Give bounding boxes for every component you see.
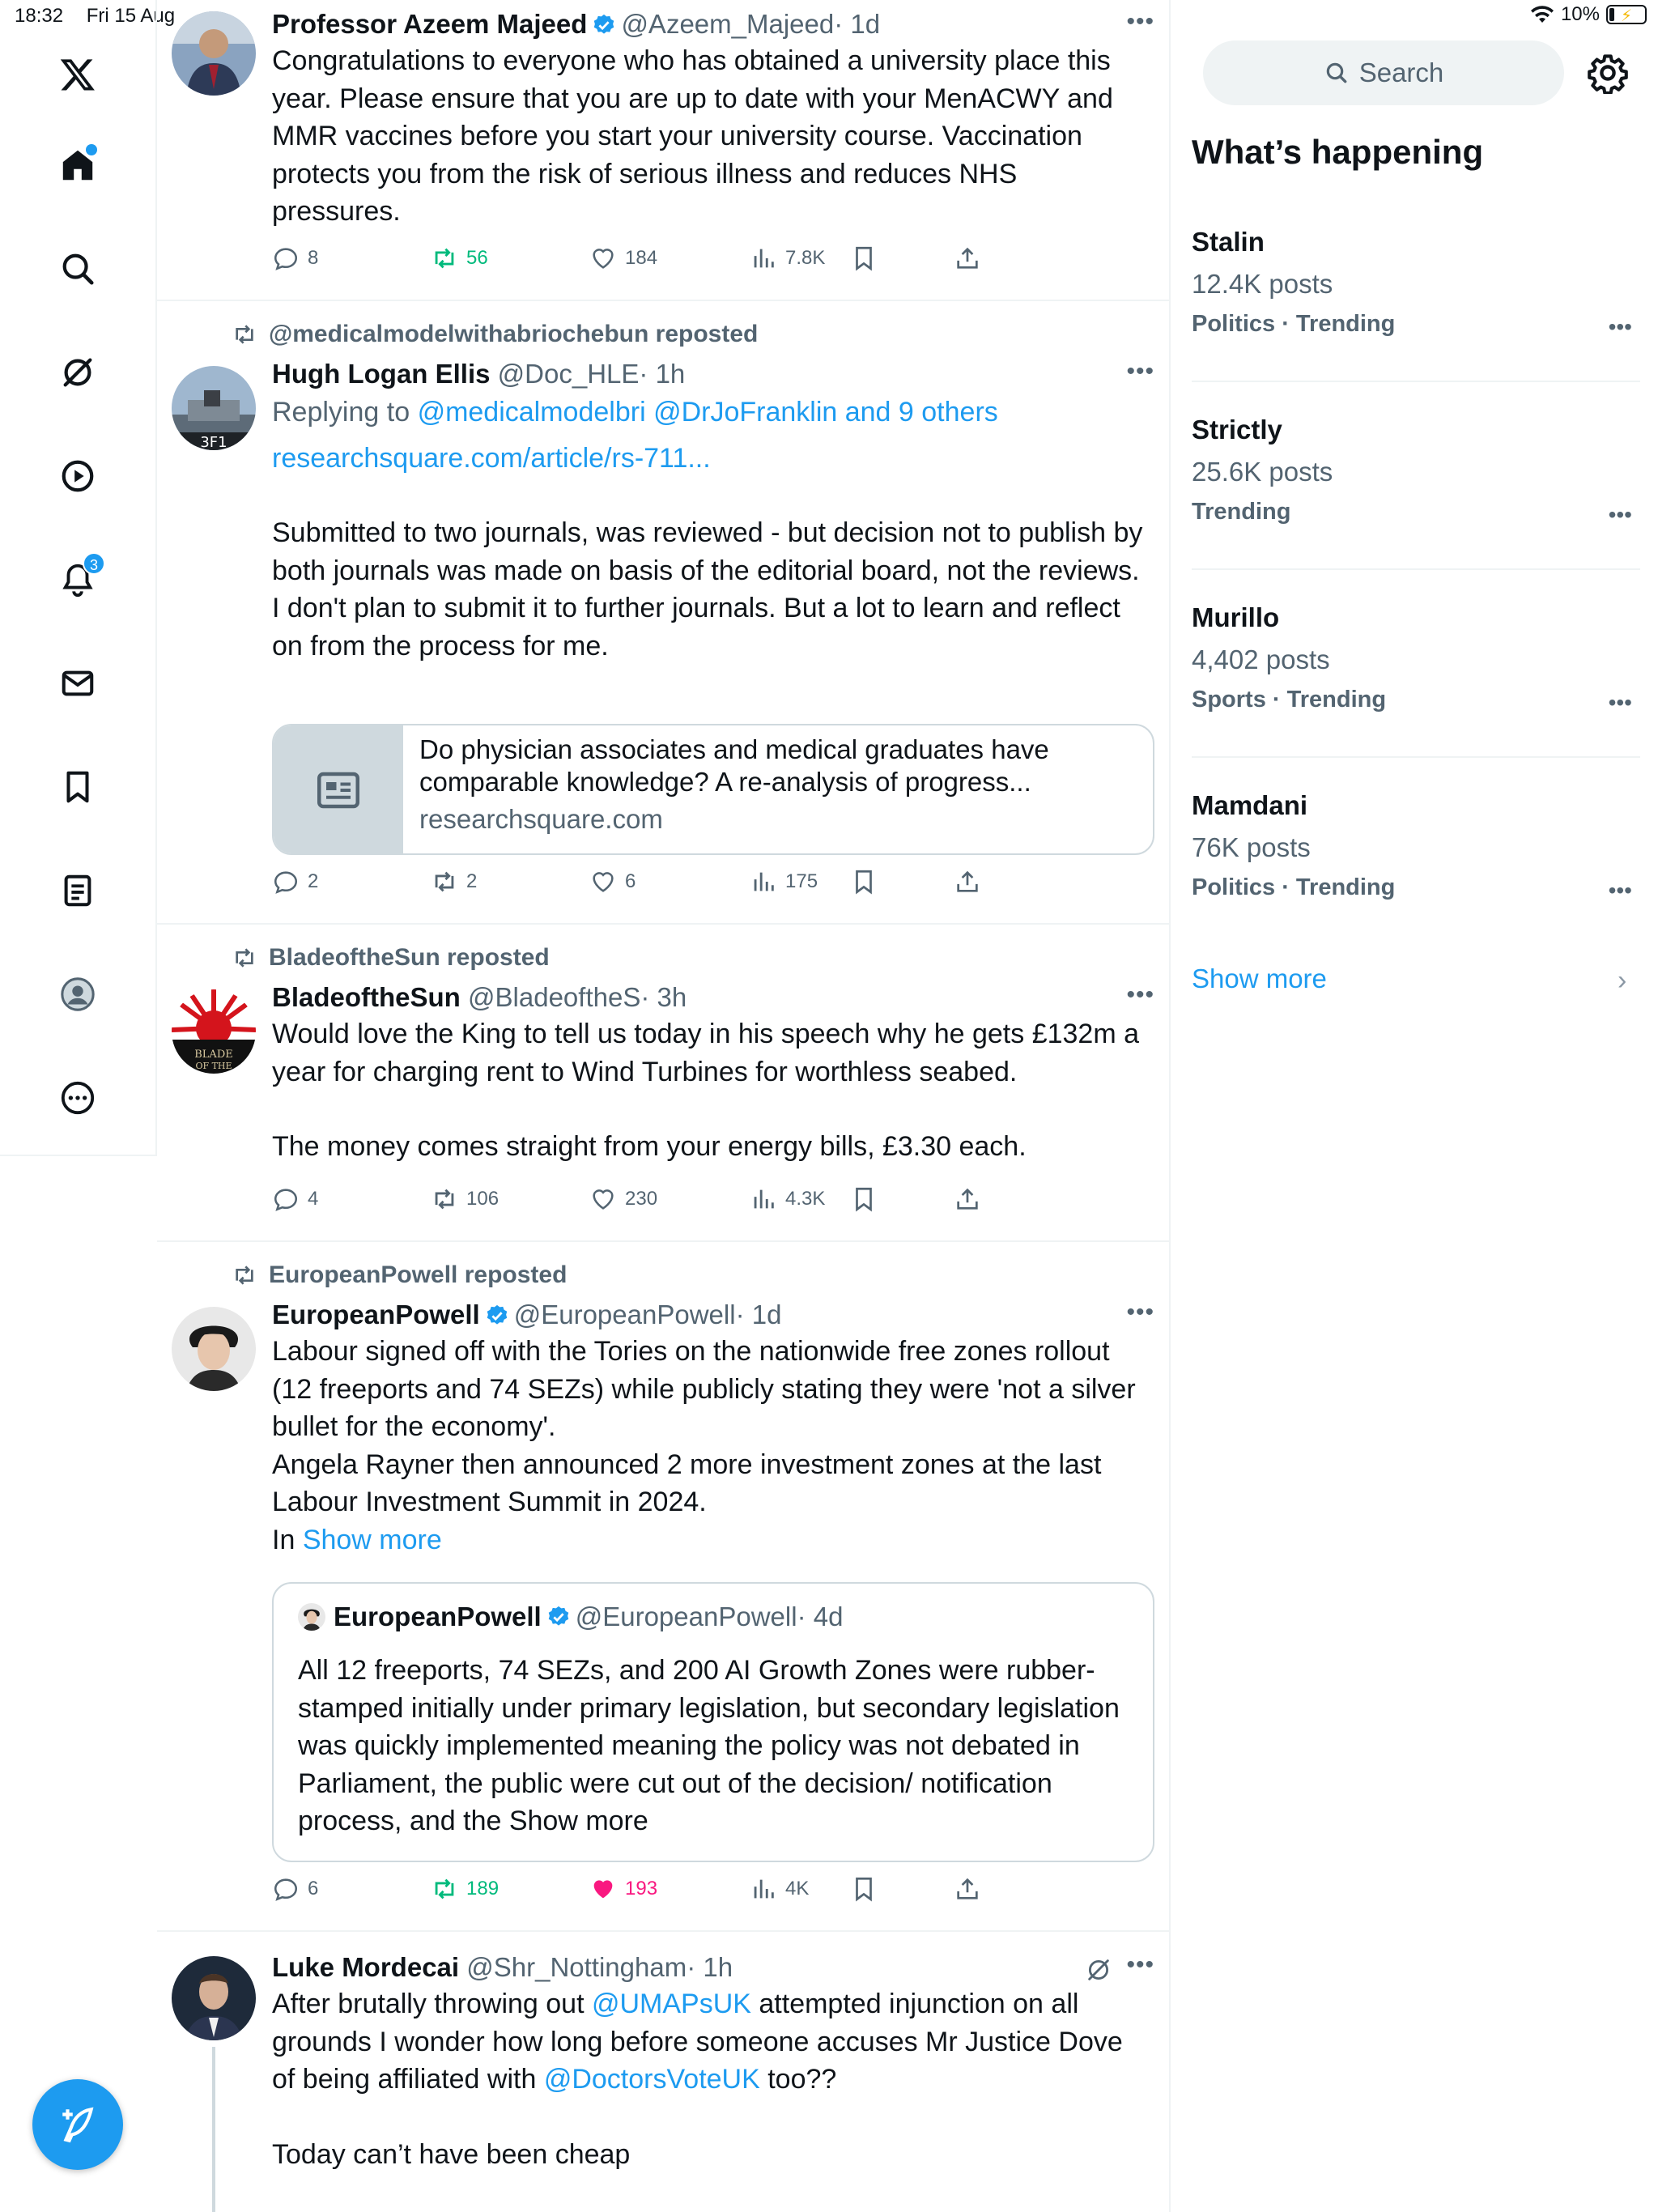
views-chart-icon (750, 1185, 777, 1213)
views-chart-icon (750, 1875, 777, 1903)
heart-filled-icon (589, 1875, 617, 1903)
trend-name: Stalin (1192, 227, 1265, 257)
share-icon (954, 1185, 981, 1213)
replying-to-mentions[interactable]: @medicalmodelbri @DrJoFranklin and 9 others (417, 397, 998, 428)
repost-button[interactable]: 189 (431, 1875, 499, 1903)
trend-count: 25.6K posts (1192, 457, 1333, 487)
reply-icon (272, 1875, 300, 1903)
svg-text:OF THE: OF THE (195, 1061, 232, 1071)
article-icon (314, 766, 363, 815)
tweet-bladeofthesun[interactable] (157, 925, 1169, 1242)
author-name[interactable]: Professor Azeem Majeed (272, 9, 588, 39)
tweet-text-line-2: Angela Rayner then announced 2 more investment zones at the last Labour Investment Summit in 2024. (272, 1448, 1102, 1517)
repost-indicator (232, 1261, 567, 1289)
bookmark-icon (850, 245, 878, 272)
bookmark-button[interactable] (850, 245, 878, 272)
trend-item[interactable] (1192, 227, 1640, 338)
status-date: Fri 15 Aug (86, 5, 176, 27)
share-button[interactable] (954, 245, 981, 272)
tweet-text: Congratulations to everyone who has obtained a university place this year. Please ensure that you are up to date with your MenACWY and MMR vaccines before you start your university course. Vaccination protects you from the risk of serious illness and reduces NHS pressures. (272, 45, 1113, 227)
trend-item[interactable] (1192, 415, 1640, 525)
quote-avatar (298, 1603, 325, 1631)
post-time: · 1h (687, 1952, 733, 1982)
verified-badge-icon (592, 13, 616, 37)
reply-icon (272, 868, 300, 895)
thread-connector (212, 2047, 215, 2212)
bookmark-button[interactable] (850, 868, 878, 895)
reply-button[interactable]: 4 (272, 1185, 318, 1213)
mention-doctorsvoteuk[interactable]: @DoctorsVoteUK (543, 2064, 760, 2095)
search-icon (1324, 60, 1350, 86)
author-handle[interactable]: @Shr_Nottingham (466, 1952, 687, 1982)
divider (1192, 381, 1640, 382)
post-time: · 1h (639, 359, 686, 389)
repost-icon (431, 868, 458, 895)
trend-name: Strictly (1192, 415, 1282, 445)
timeline (157, 0, 1171, 2212)
replying-to: Replying to @medicalmodelbri @DrJoFranklin and 9 others (272, 397, 998, 428)
tweet-actions (272, 1185, 1082, 1221)
left-nav (0, 0, 157, 1156)
notifications-badge: 3 (83, 552, 105, 575)
messages-envelope-icon[interactable] (53, 659, 102, 708)
tweet-azeem-majeed[interactable] (157, 0, 1169, 301)
verified-badge-icon (485, 1304, 509, 1328)
quoted-tweet[interactable] (272, 1582, 1154, 1862)
more-options-icon[interactable] (53, 1074, 102, 1122)
divider (1192, 756, 1640, 758)
tweet-text-line-2: The money comes straight from your energy bills, £3.30 each. (272, 1131, 1027, 1162)
svg-text:BLADE: BLADE (194, 1049, 233, 1061)
tweet-text-last: Today can’t have been cheap (272, 2138, 631, 2170)
trend-more-icon[interactable]: ••• (1608, 878, 1632, 903)
tweet-actions (272, 245, 1082, 280)
tweet-text: After brutally throwing out @UMAPsUK attempted injunction on all grounds I wonder how long before someone accuses Mr Justice Dove of being affiliated with @DoctorsVoteUK too?? (272, 1989, 1123, 2095)
more-menu-icon[interactable]: ••• (1126, 358, 1154, 385)
repost-indicator (232, 321, 758, 348)
compose-post-button[interactable] (32, 2079, 123, 2170)
views-button[interactable]: 4K (750, 1875, 809, 1903)
heart-icon (589, 868, 617, 895)
more-menu-icon[interactable]: ••• (1126, 1951, 1154, 1978)
battery-percent: 10% (1560, 3, 1600, 25)
avatar[interactable] (172, 989, 256, 1074)
reposted-by[interactable]: @medicalmodelwithabriochebun reposted (269, 321, 759, 347)
trend-more-icon[interactable]: ••• (1608, 690, 1632, 715)
home-badge-dot (86, 144, 97, 155)
feather-plus-icon (57, 2104, 98, 2145)
show-more-link[interactable]: Show more (302, 1524, 442, 1555)
repost-indicator (232, 944, 550, 972)
quote-author-name: EuropeanPowell (334, 1602, 542, 1631)
tweet-actions (272, 1875, 1082, 1911)
card-title: Do physician associates and medical graduates have comparable knowledge? A re-analysis of progress... (419, 734, 1049, 797)
share-button[interactable] (954, 1185, 981, 1213)
bookmark-button[interactable] (850, 1875, 878, 1903)
tweet-text-tail: In Show more (272, 1524, 442, 1555)
tweet-europeanpowell[interactable] (157, 1242, 1169, 1932)
link-card[interactable] (272, 724, 1154, 855)
video-icon[interactable] (53, 452, 102, 500)
reposted-by[interactable]: EuropeanPowell reposted (269, 1261, 568, 1288)
trend-count: 12.4K posts (1192, 269, 1333, 299)
repost-button[interactable]: 106 (431, 1185, 499, 1213)
quote-author-handle: @EuropeanPowell (575, 1602, 797, 1631)
trend-item[interactable] (1192, 602, 1640, 713)
trend-meta: Trending (1192, 499, 1291, 525)
tweet-text-line-1: Labour signed off with the Tories on the nationwide free zones rollout (12 freeports and 74 SEZs) while publicly stating they were 'not a silver bullet for the economy'. (272, 1336, 1136, 1442)
post-time: · 1d (834, 9, 881, 39)
like-button[interactable]: 184 (589, 245, 657, 272)
reply-icon (272, 1185, 300, 1213)
reply-button[interactable]: 2 (272, 868, 318, 895)
like-button[interactable]: 230 (589, 1185, 657, 1213)
svg-text:3F1: 3F1 (200, 434, 227, 450)
avatar[interactable] (172, 1956, 256, 2040)
x-logo-icon[interactable] (53, 50, 102, 99)
heart-icon (589, 1185, 617, 1213)
trend-more-icon[interactable]: ••• (1608, 314, 1632, 339)
repost-button[interactable]: 56 (431, 245, 488, 272)
share-button[interactable] (954, 1875, 981, 1903)
tweet-text-line-2: I don't plan to submit it to further journals. But a lot to learn and reflect on from the process for me. (272, 593, 1120, 661)
tweet-actions (272, 868, 1082, 904)
share-button[interactable] (954, 868, 981, 895)
profile-avatar-icon[interactable] (53, 970, 102, 1019)
trend-meta: Politics · Trending (1192, 874, 1396, 900)
more-menu-icon[interactable]: ••• (1126, 8, 1154, 35)
wifi-icon (1530, 5, 1554, 24)
author-name[interactable]: Luke Mordecai (272, 1952, 460, 1982)
repost-button[interactable]: 2 (431, 868, 477, 895)
share-icon (954, 245, 981, 272)
trend-name: Mamdani (1192, 790, 1308, 820)
reply-button[interactable]: 6 (272, 1875, 318, 1903)
trend-more-icon[interactable]: ••• (1608, 502, 1632, 527)
more-menu-icon[interactable]: ••• (1126, 1299, 1154, 1325)
avatar[interactable] (172, 1307, 256, 1391)
author-name[interactable]: BladeoftheSun (272, 982, 461, 1012)
tweet-link[interactable]: researchsquare.com/article/rs-711... (272, 442, 711, 474)
share-icon (954, 1875, 981, 1903)
like-button[interactable]: 193 (589, 1875, 657, 1903)
tweet-luke-mordecai[interactable] (157, 1932, 1169, 2212)
mention-umapsuk[interactable]: @UMAPsUK (591, 1989, 751, 2019)
post-time: · 1d (735, 1300, 782, 1329)
views-button[interactable]: 175 (750, 868, 818, 895)
tweet-text-line-1: Would love the King to tell us today in his speech why he gets £132m a year for charging rent to Wind Turbines for worthless seabed. (272, 1019, 1140, 1087)
card-domain: researchsquare.com (419, 804, 663, 834)
search-input[interactable] (1203, 40, 1564, 105)
author-handle[interactable]: @Azeem_Majeed (621, 9, 835, 39)
trend-name: Murillo (1192, 602, 1280, 632)
verified-badge-icon (546, 1605, 571, 1629)
notifications-bell-icon[interactable] (53, 555, 102, 604)
share-icon (954, 868, 981, 895)
views-button[interactable]: 4.3K (750, 1185, 825, 1213)
author-handle[interactable]: @Doc_HLE (497, 359, 640, 389)
trend-item[interactable] (1192, 790, 1640, 901)
home-icon[interactable] (53, 141, 102, 189)
repost-icon (431, 245, 458, 272)
tweet-hugh-logan-ellis[interactable] (157, 301, 1169, 925)
whats-happening-heading: What’s happening (1192, 133, 1484, 171)
chevron-right-icon[interactable]: › (1618, 965, 1627, 996)
reposted-by[interactable]: BladeoftheSun reposted (269, 944, 550, 971)
battery-icon: ⚡ (1606, 5, 1647, 24)
views-button[interactable]: 7.8K (750, 245, 825, 272)
avatar[interactable] (172, 11, 256, 96)
repost-small-icon (232, 945, 257, 971)
views-chart-icon (750, 245, 777, 272)
trend-meta: Politics · Trending (1192, 311, 1396, 337)
repost-icon (431, 1875, 458, 1903)
trend-count: 4,402 posts (1192, 644, 1330, 674)
lists-icon[interactable] (53, 866, 102, 915)
grok-icon[interactable] (53, 348, 102, 397)
author-handle[interactable]: @BladeoftheS (468, 982, 641, 1012)
tweet-text-line-1: Submitted to two journals, was reviewed - but decision not to publish by both journals was made on basis of the editorial board, not the reviews. (272, 517, 1143, 586)
gear-icon[interactable] (1587, 52, 1629, 94)
like-button[interactable]: 6 (589, 868, 636, 895)
grok-explain-icon[interactable] (1085, 1956, 1112, 1984)
trend-count: 76K posts (1192, 832, 1311, 862)
author-handle[interactable]: @EuropeanPowell (513, 1300, 736, 1329)
quote-time: · 4d (797, 1602, 844, 1631)
quote-text: All 12 freeports, 74 SEZs, and 200 AI Growth Zones were rubber-stamped initially under primary legislation, but secondary legislation was quickly implemented meaning the policy was not debated in Parliament, the public were cut out of the decision/ notification process, and the Show more (298, 1655, 1120, 1836)
reply-icon (272, 245, 300, 272)
explore-search-icon[interactable] (53, 245, 102, 293)
repost-small-icon (232, 321, 257, 347)
more-menu-icon[interactable]: ••• (1126, 981, 1154, 1008)
show-more-trends-link[interactable]: Show more (1192, 963, 1327, 993)
status-bar-right (1530, 3, 1647, 26)
views-chart-icon (750, 868, 777, 895)
reply-button[interactable]: 8 (272, 245, 318, 272)
bookmarks-icon[interactable] (53, 763, 102, 811)
bookmark-icon (850, 1875, 878, 1903)
bookmark-icon (850, 868, 878, 895)
author-name[interactable]: EuropeanPowell (272, 1300, 480, 1329)
trend-meta: Sports · Trending (1192, 687, 1387, 713)
repost-small-icon (232, 1262, 257, 1288)
divider (1192, 568, 1640, 570)
avatar[interactable] (172, 366, 256, 450)
status-time: 18:32 (15, 5, 64, 27)
bookmark-icon (850, 1185, 878, 1213)
post-time: · 3h (640, 982, 687, 1012)
search-placeholder: Search (1358, 57, 1444, 87)
repost-icon (431, 1185, 458, 1213)
heart-icon (589, 245, 617, 272)
bookmark-button[interactable] (850, 1185, 878, 1213)
card-thumbnail (274, 725, 403, 855)
author-name[interactable]: Hugh Logan Ellis (272, 359, 491, 389)
